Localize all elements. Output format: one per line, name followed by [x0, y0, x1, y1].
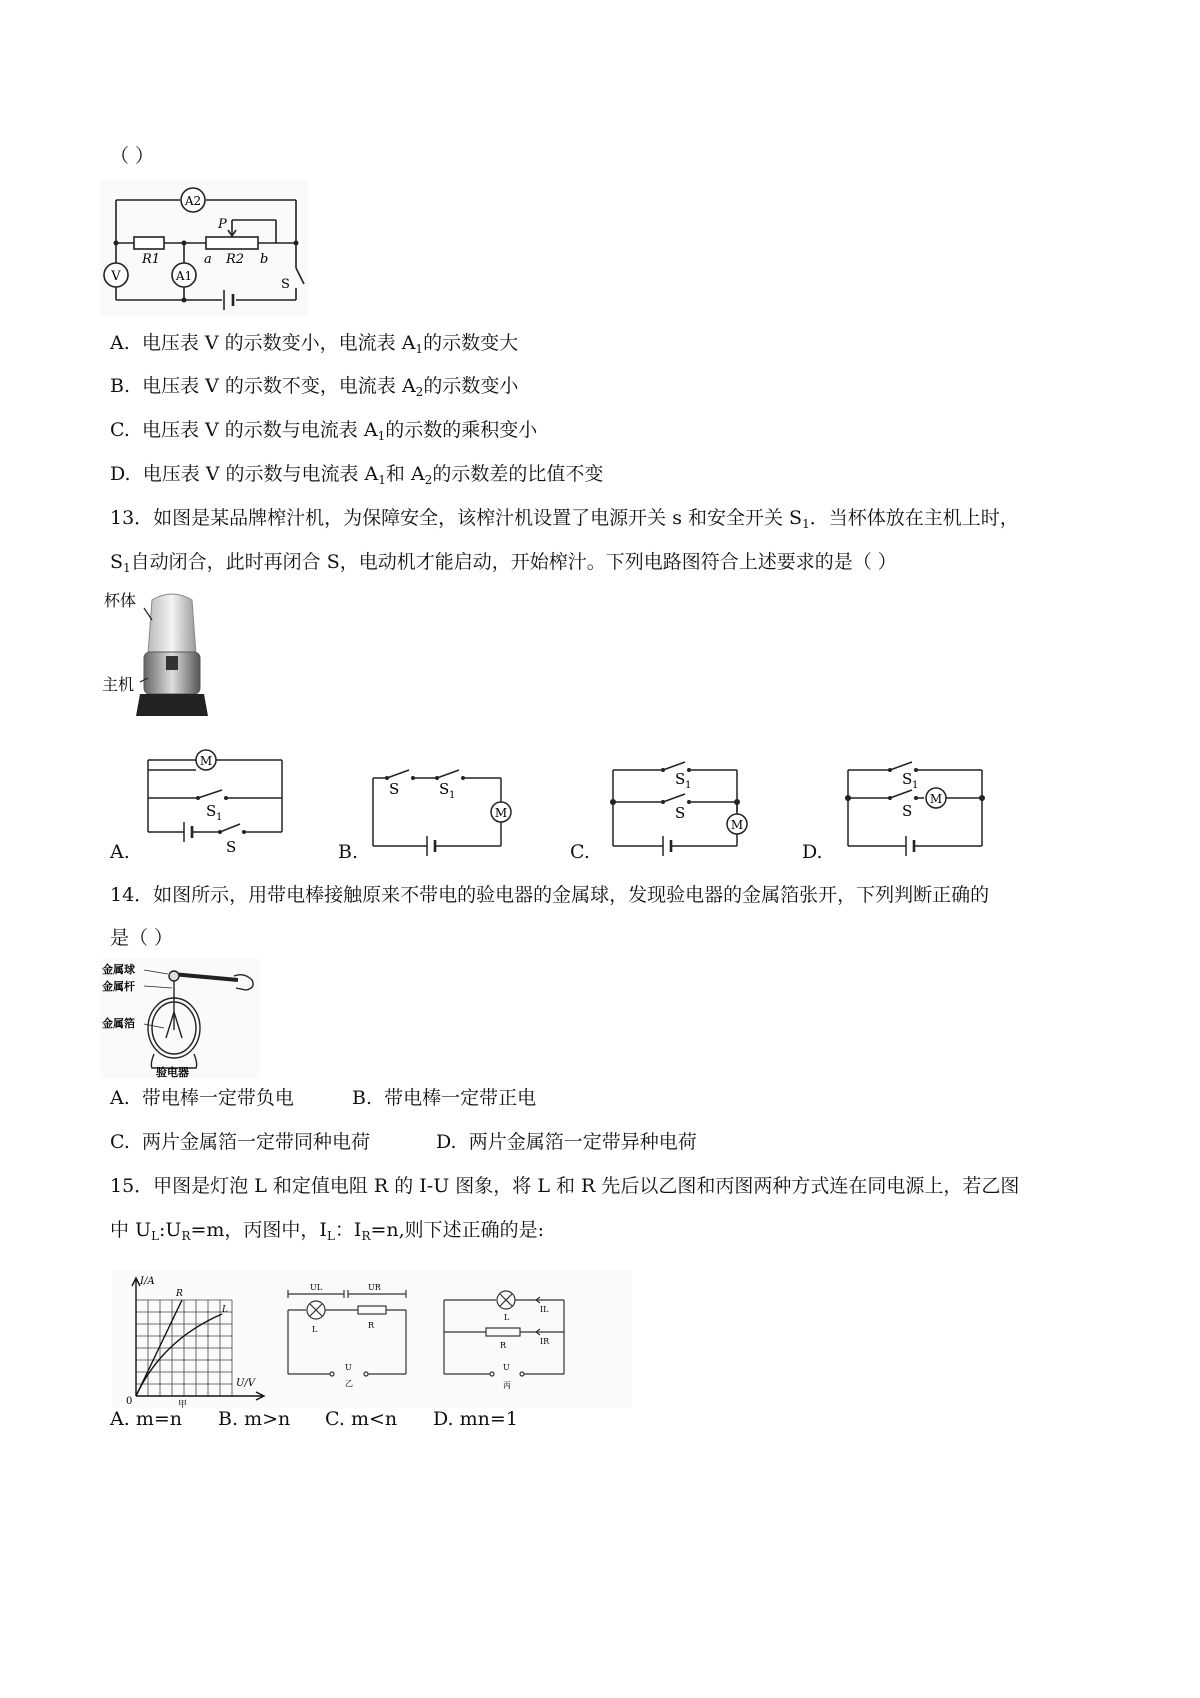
q13-stem-line2: $S_1$自动闭合，此时再闭合 S，电动机才能启动，开始榨汁。下列电路图符合上述要求的是（ ） [110, 551, 897, 575]
q12-circuit-figure [100, 180, 308, 316]
bing-l: L [504, 1313, 510, 1322]
q12-r1-label: R1 [142, 252, 161, 267]
svg-text:M: M [494, 806, 508, 820]
svg-text:S: S [206, 802, 217, 820]
graph-origin: 0 [126, 1396, 133, 1407]
svg-text:S: S [226, 838, 237, 856]
q14-electroscope-figure [100, 958, 260, 1078]
graph-name: 甲 [178, 1400, 188, 1408]
electroscope-name: 验电器 [156, 1066, 189, 1078]
svg-text:1: 1 [685, 780, 692, 791]
svg-text:1: 1 [449, 790, 456, 801]
svg-text:M: M [730, 818, 744, 832]
bing-u: U [503, 1363, 510, 1372]
q12-a-label: a [204, 252, 212, 267]
base-label: 主机 [102, 675, 135, 694]
q12-v-label: V [111, 269, 121, 284]
q13-option-b-label[interactable]: B. [338, 841, 359, 863]
q13-circuit-a[interactable] [140, 740, 290, 865]
yi-ul: UL [310, 1283, 323, 1292]
svg-text:S: S [902, 802, 913, 820]
q13-option-c-label[interactable]: C. [570, 841, 590, 863]
electroscope-illustration [100, 958, 260, 1078]
q12-a2-label: A2 [184, 194, 202, 208]
yi-u: U [345, 1363, 352, 1372]
q15-option-c[interactable]: C. m<n [325, 1408, 398, 1430]
q15-figures [112, 1270, 632, 1408]
q14-option-d[interactable]: D. 两片金属箔一定带异种电荷 [436, 1131, 697, 1153]
svg-text:S: S [675, 770, 686, 788]
q12-option-a[interactable]: A. 电压表 V 的示数变小，电流表 $A_1$的示数变大 [110, 332, 519, 356]
bing-name: 丙 [503, 1381, 511, 1390]
q12-option-c[interactable]: C. 电压表 V 的示数与电流表 $A_1$的示数的乘积变小 [110, 419, 538, 443]
yi-name: 乙 [345, 1379, 353, 1388]
q12-option-b[interactable]: B. 电压表 V 的示数不变，电流表 $A_2$的示数变小 [110, 375, 519, 399]
svg-text:S: S [389, 780, 400, 798]
graph-curve-r: R [176, 1289, 183, 1299]
svg-text:1: 1 [912, 780, 919, 791]
ball-label: 金属球 [102, 963, 135, 976]
q13-a-motor: M [199, 754, 213, 768]
q14-option-b[interactable]: B. 带电棒一定带正电 [352, 1087, 537, 1109]
bing-il: IL [540, 1305, 549, 1314]
q15-parallel-circuit [436, 1270, 576, 1408]
q12-s-label: S [281, 277, 290, 292]
juicer-illustration [100, 586, 230, 722]
cup-label: 杯体 [104, 591, 137, 610]
q15-option-a[interactable]: A. m=n [110, 1408, 182, 1430]
graph-xlabel: U/V [236, 1378, 256, 1389]
q13-stem-line1: 13．如图是某品牌榨汁机，为保障安全，该榨汁机设置了电源开关 s 和安全开关 $S_1$．当杯体放在主机上时， [110, 507, 1019, 531]
q14-stem-line2: 是（ ） [110, 927, 174, 949]
q15-stem-line2: 中 $U_L:U_R=m$，丙图中，$I_L$：$I_R=n$,则下述正确的是: [110, 1219, 545, 1243]
q15-iu-graph [112, 1270, 272, 1408]
q15-option-d[interactable]: D. mn=1 [433, 1408, 518, 1430]
rod-label: 金属杆 [102, 980, 135, 993]
q13-circuit-b[interactable] [365, 750, 515, 865]
yi-l: L [312, 1325, 318, 1334]
q15-option-b[interactable]: B. m>n [218, 1408, 291, 1430]
q14-stem-line1: 14．如图所示，用带电棒接触原来不带电的验电器的金属球，发现验电器的金属箔张开，下列判断正确的 [110, 884, 990, 906]
q12-a1-label: A1 [175, 269, 193, 283]
q13-juicer-photo [100, 586, 230, 722]
q13-option-d-label[interactable]: D. [802, 841, 823, 863]
q14-option-c[interactable]: C. 两片金属箔一定带同种电荷 [110, 1131, 371, 1153]
graph-ylabel: I/A [140, 1276, 155, 1287]
q14-option-a[interactable]: A. 带电棒一定带负电 [110, 1087, 294, 1109]
q12-b-label: b [260, 252, 269, 267]
svg-text:S: S [439, 780, 450, 798]
q13-option-a-label[interactable]: A. [110, 841, 130, 863]
foil-label: 金属箔 [102, 1017, 135, 1030]
yi-r: R [368, 1321, 375, 1330]
q15-series-circuit [282, 1270, 422, 1408]
svg-text:S: S [675, 804, 686, 822]
q12-r2-label: R2 [226, 252, 245, 267]
graph-curve-l: L [222, 1305, 228, 1315]
svg-text:S: S [902, 770, 913, 788]
q12-option-d[interactable]: D. 电压表 V 的示数与电流表 $A_1$和 $A_2$的示数差的比值不变 [110, 463, 604, 487]
bing-ir: IR [540, 1337, 550, 1346]
q12-answer-paren: （ ） [110, 145, 155, 167]
q12-circuit-diagram [100, 180, 308, 316]
svg-text:M: M [929, 792, 943, 806]
bing-r: R [500, 1341, 507, 1350]
svg-text:1: 1 [216, 812, 223, 823]
q12-p-label: P [218, 217, 227, 232]
q13-circuit-d[interactable] [840, 748, 990, 865]
yi-ur: UR [368, 1283, 381, 1292]
q13-circuit-c[interactable] [605, 748, 755, 865]
q15-stem-line1: 15．甲图是灯泡 L 和定值电阻 R 的 I-U 图象，将 L 和 R 先后以乙图和丙图两种方式连在同电源上，若乙图 [110, 1175, 1020, 1197]
